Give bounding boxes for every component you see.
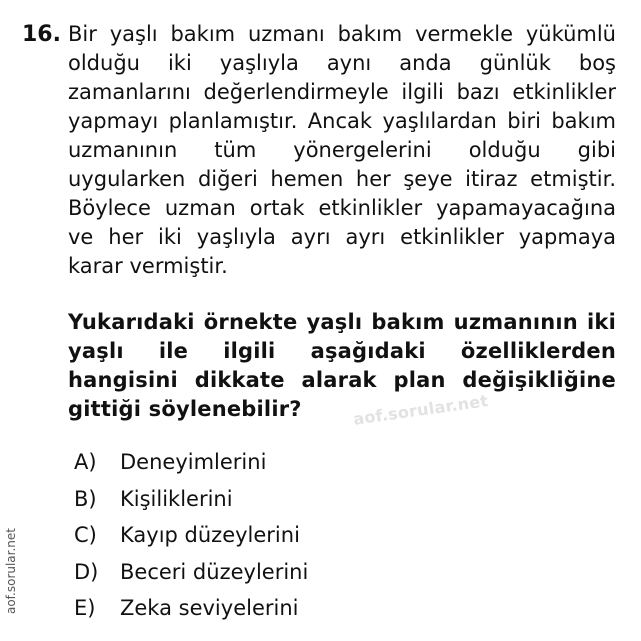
option-letter: B) bbox=[74, 486, 97, 511]
question-prompt: Yukarıdaki örnekte yaşlı bakım uzmanının iki yaşlı ile ilgili aşağıdaki özelliklerden hangisini dikkate alarak plan değişikliğine gittiği söylenebilir? bbox=[68, 310, 616, 421]
option-letter: D) bbox=[74, 559, 99, 584]
option-text: Deneyimlerini bbox=[120, 450, 267, 474]
watermark-center: aof.sorular.net bbox=[352, 391, 490, 429]
option-text: Kayıp düzeylerini bbox=[120, 523, 300, 547]
option-text: Zeka seviyelerini bbox=[120, 596, 299, 620]
watermark-side: aof.sorular.net bbox=[4, 527, 18, 615]
question-number: 16. bbox=[22, 22, 61, 47]
question-stem: Bir yaşlı bakım uzmanı bakım vermekle yükümlü olduğu iki yaşlıyla aynı anda günlük boş zamanlarını değerlendirmeyle ilgili bazı etkinlikler yapmayı planlamıştır. Ancak yaşlılardan biri bakım uzmanının tüm yönergelerini olduğu gibi uygularken diğeri hemen her şeye itiraz etmiştir. Böylece uzman ortak etkinlikler yapamayacağına ve her iki yaşlıyla ayrı ayrı etkinlikler yapmaya karar vermiştir. bbox=[68, 22, 616, 278]
option-letter: E) bbox=[74, 596, 96, 620]
option-b[interactable] bbox=[74, 481, 308, 518]
option-a[interactable] bbox=[74, 444, 308, 481]
option-e[interactable] bbox=[74, 590, 308, 627]
option-c[interactable] bbox=[74, 517, 308, 554]
option-text: Kişiliklerini bbox=[120, 486, 233, 511]
option-letter: C) bbox=[74, 523, 97, 547]
option-d[interactable] bbox=[74, 554, 308, 591]
option-letter: A) bbox=[74, 450, 97, 474]
option-text: Beceri düzeylerini bbox=[120, 559, 309, 584]
answer-options bbox=[74, 444, 308, 627]
